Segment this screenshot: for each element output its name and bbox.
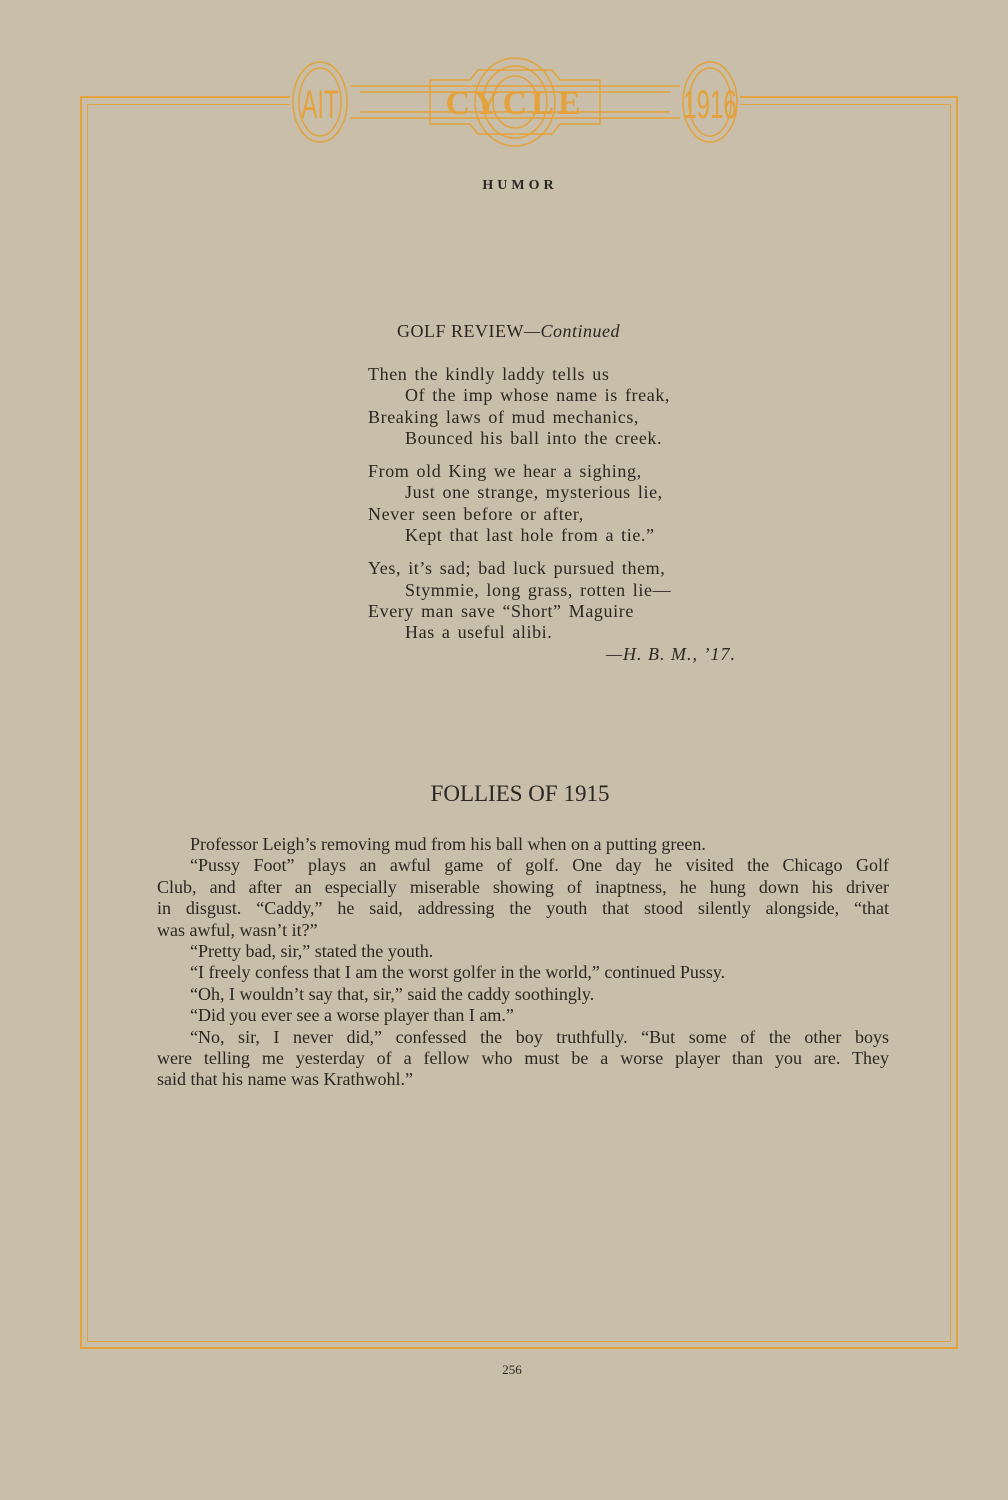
- poem-stanza: [368, 461, 671, 546]
- page-number: 256: [502, 1362, 522, 1377]
- follies-title: FOLLIES OF 1915: [430, 781, 610, 806]
- poem-line: Kept that last hole from a tie.”: [405, 525, 655, 546]
- follies-text: [157, 834, 889, 1091]
- poem-line: Stymmie, long grass, rotten lie—: [405, 579, 672, 600]
- svg-text:1916: 1916: [683, 81, 737, 127]
- prose-line: “I freely confess that I am the worst golfer in the world,” continued Pussy.: [190, 962, 726, 983]
- prose-line: “Oh, I wouldn’t say that, sir,” said the caddy soothingly.: [190, 983, 595, 1004]
- prose-line: were telling me yesterday of a fellow who must be a worse player than you are. They: [157, 1048, 889, 1069]
- prose-line: “Pussy Foot” plays an awful game of golf. One day he visited the Chicago Golf: [190, 855, 889, 876]
- prose-line: was awful, wasn’t it?”: [157, 919, 318, 940]
- prose-line: in disgust. “Caddy,” he said, addressing the youth that stood silently alongside, “that: [157, 898, 889, 919]
- poem-stanza: [368, 364, 671, 449]
- prose-line: Club, and after an especially miserable showing of inaptness, he hung down his driver: [157, 876, 889, 897]
- poem-line: Breaking laws of mud mechanics,: [368, 406, 640, 427]
- poem-line: Never seen before or after,: [368, 503, 584, 524]
- poem-line: Of the imp whose name is freak,: [405, 385, 671, 406]
- cycle-1916-logo: [290, 52, 740, 152]
- svg-text:CYCLE: CYCLE: [445, 85, 585, 122]
- poem-line: Just one strange, mysterious lie,: [405, 482, 663, 503]
- prose-line: “Did you ever see a worse player than I am.”: [190, 1005, 514, 1026]
- poem-line: Then the kindly laddy tells us: [368, 364, 610, 384]
- poem-line: From old King we hear a sighing,: [368, 461, 642, 482]
- golf-review-poem: [368, 364, 671, 656]
- poem-signature: —H. B. M., ’17.: [606, 644, 736, 664]
- golf-review-title: [397, 321, 620, 342]
- svg-text:AIT: AIT: [301, 81, 339, 127]
- poem-line: Every man save “Short” Maguire: [368, 600, 634, 621]
- poem-line: Bounced his ball into the creek.: [405, 427, 663, 448]
- golf-review-title-text: GOLF REVIEW: [397, 321, 524, 341]
- prose-line: said that his name was Krathwohl.”: [157, 1069, 413, 1090]
- prose-line: “No, sir, I never did,” confessed the boy truthfully. “But some of the other boys: [190, 1026, 889, 1047]
- page-border-inner: [87, 104, 951, 1342]
- poem-stanza: [368, 558, 671, 643]
- section-header: HUMOR: [482, 178, 558, 193]
- poem-line: Yes, it’s sad; bad luck pursued them,: [368, 558, 666, 579]
- prose-line: Professor Leigh’s removing mud from his ball when on a putting green.: [190, 834, 706, 854]
- prose-line: “Pretty bad, sir,” stated the youth.: [190, 941, 434, 962]
- poem-line: Has a useful alibi.: [405, 622, 553, 643]
- golf-review-title-suffix: —Continued: [523, 321, 620, 341]
